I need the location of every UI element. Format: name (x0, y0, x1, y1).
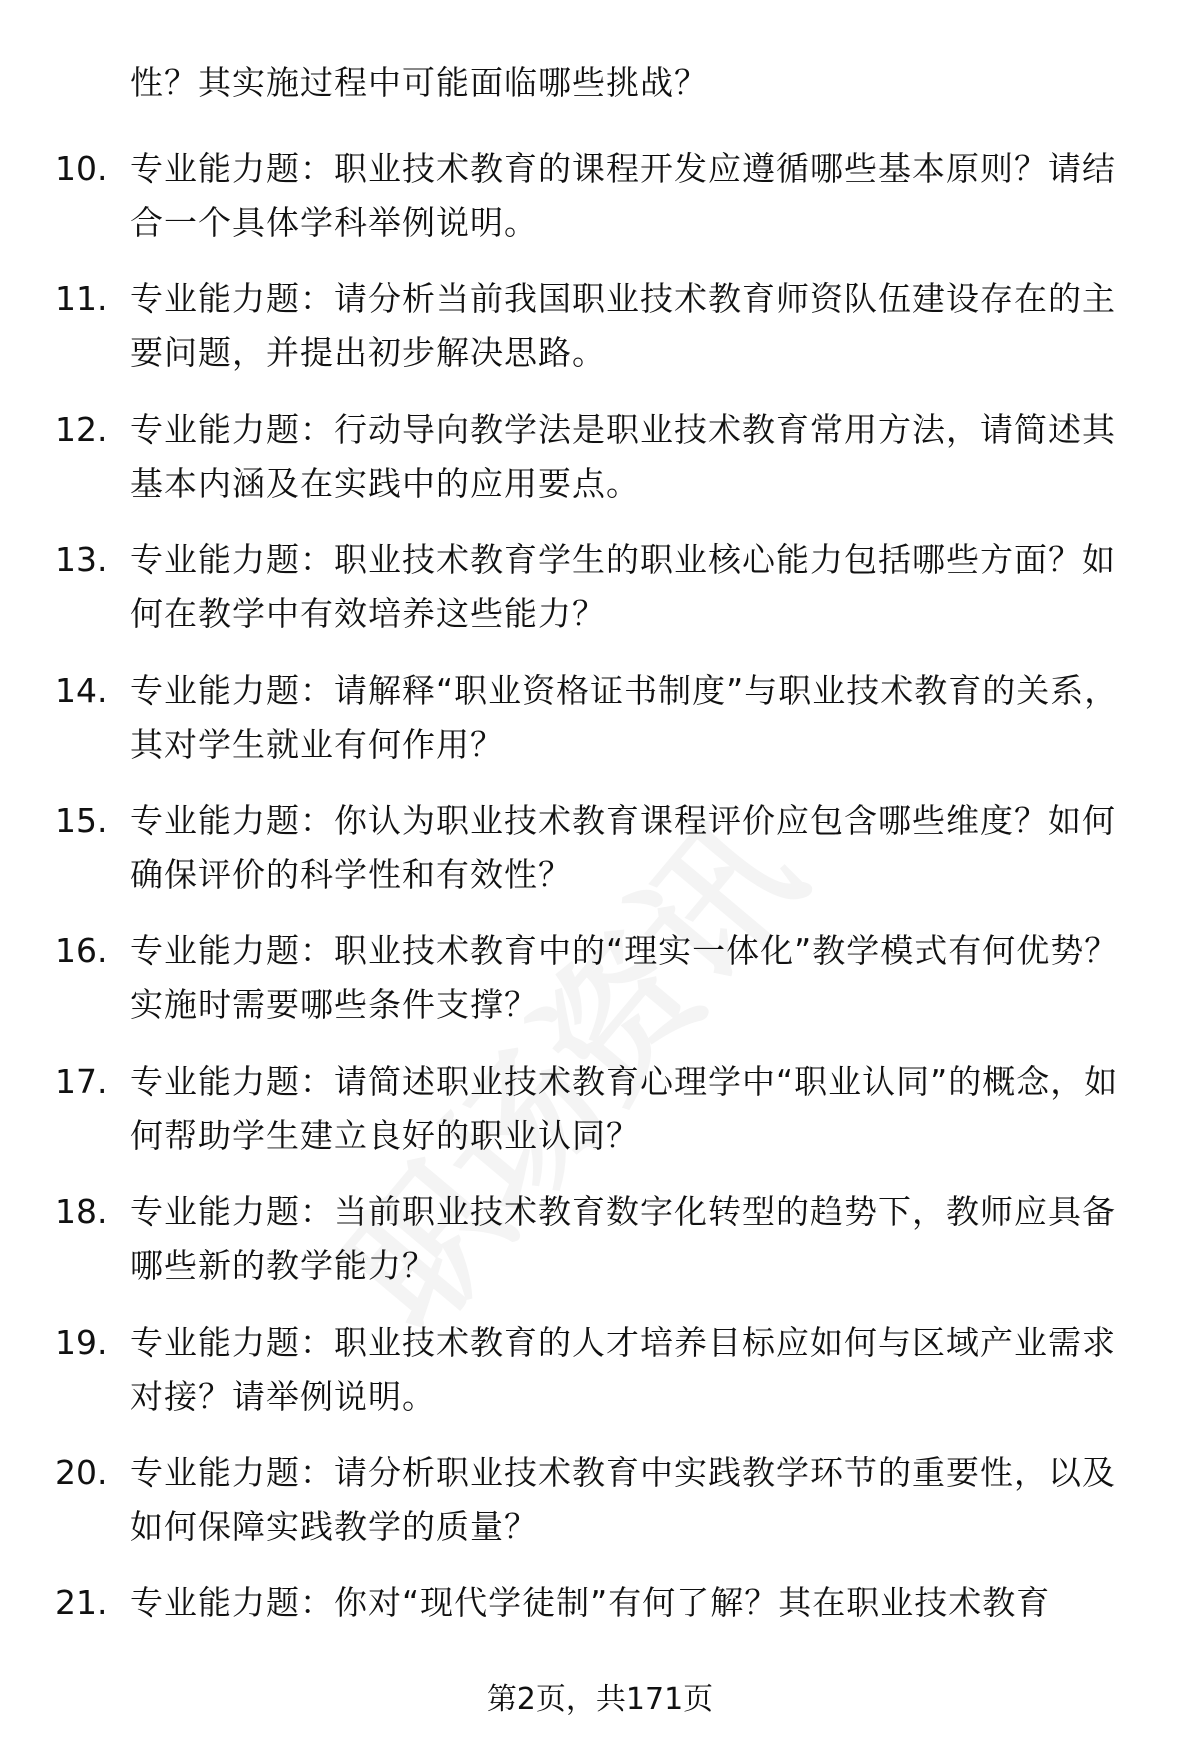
question-list (0, 142, 1200, 1707)
question-number: 13. (55, 540, 108, 580)
question-text: 专业能力题：职业技术教育中的“理实一体化”教学模式有何优势？实施时需要哪些条件支撑？ (130, 931, 1119, 1025)
question-item (0, 272, 1200, 402)
question-text: 专业能力题：请简述职业技术教育心理学中“职业认同”的概念，如何帮助学生建立良好的职业认同？ (130, 1061, 1119, 1155)
continuation-text: 性？其实施过程中可能面临哪些挑战？ (130, 63, 708, 102)
question-item (0, 1446, 1200, 1576)
question-text: 专业能力题：当前职业技术教育数字化转型的趋势下，教师应具备哪些新的教学能力？ (130, 1192, 1116, 1286)
question-item (0, 533, 1200, 663)
question-number: 17. (55, 1061, 108, 1101)
question-number: 14. (55, 670, 108, 710)
page-footer: 第2页，共171页 (486, 1682, 714, 1717)
question-item (0, 403, 1200, 533)
question-item (0, 794, 1200, 924)
question-item (0, 1185, 1200, 1315)
question-number: 18. (55, 1192, 108, 1232)
question-item (0, 664, 1200, 794)
question-number: 16. (55, 931, 108, 971)
question-text: 专业能力题：请解释“职业资格证书制度”与职业技术教育的关系，其对学生就业有何作用？ (130, 670, 1119, 764)
question-number: 10. (55, 149, 108, 188)
question-item (0, 142, 1200, 272)
question-number: 11. (55, 279, 108, 319)
question-number: 15. (55, 800, 108, 840)
question-number: 12. (55, 409, 108, 449)
question-item (0, 924, 1200, 1054)
question-text: 专业能力题：职业技术教育学生的职业核心能力包括哪些方面？如何在教学中有效培养这些能力？ (130, 540, 1116, 634)
question-number: 19. (55, 1322, 108, 1362)
question-text: 专业能力题：你认为职业技术教育课程评价应包含哪些维度？如何确保评价的科学性和有效性？ (130, 800, 1116, 894)
question-number: 21. (55, 1583, 108, 1623)
question-item (0, 1316, 1200, 1446)
question-text: 专业能力题：请分析职业技术教育中实践教学环节的重要性，以及如何保障实践教学的质量？ (130, 1452, 1116, 1546)
question-text: 专业能力题：职业技术教育的课程开发应遵循哪些基本原则？请结合一个具体学科举例说明。 (130, 149, 1116, 242)
question-text: 专业能力题：行动导向教学法是职业技术教育常用方法，请简述其基本内涵及在实践中的应用要点。 (130, 409, 1116, 503)
question-item (0, 1055, 1200, 1185)
question-number: 20. (55, 1452, 108, 1492)
question-text: 专业能力题：请分析当前我国职业技术教育师资队伍建设存在的主要问题，并提出初步解决思路。 (130, 279, 1116, 373)
question-text: 专业能力题：你对“现代学徒制”有何了解？其在职业技术教育 (130, 1583, 1051, 1623)
question-text: 专业能力题：职业技术教育的人才培养目标应如何与区域产业需求对接？请举例说明。 (130, 1322, 1116, 1416)
